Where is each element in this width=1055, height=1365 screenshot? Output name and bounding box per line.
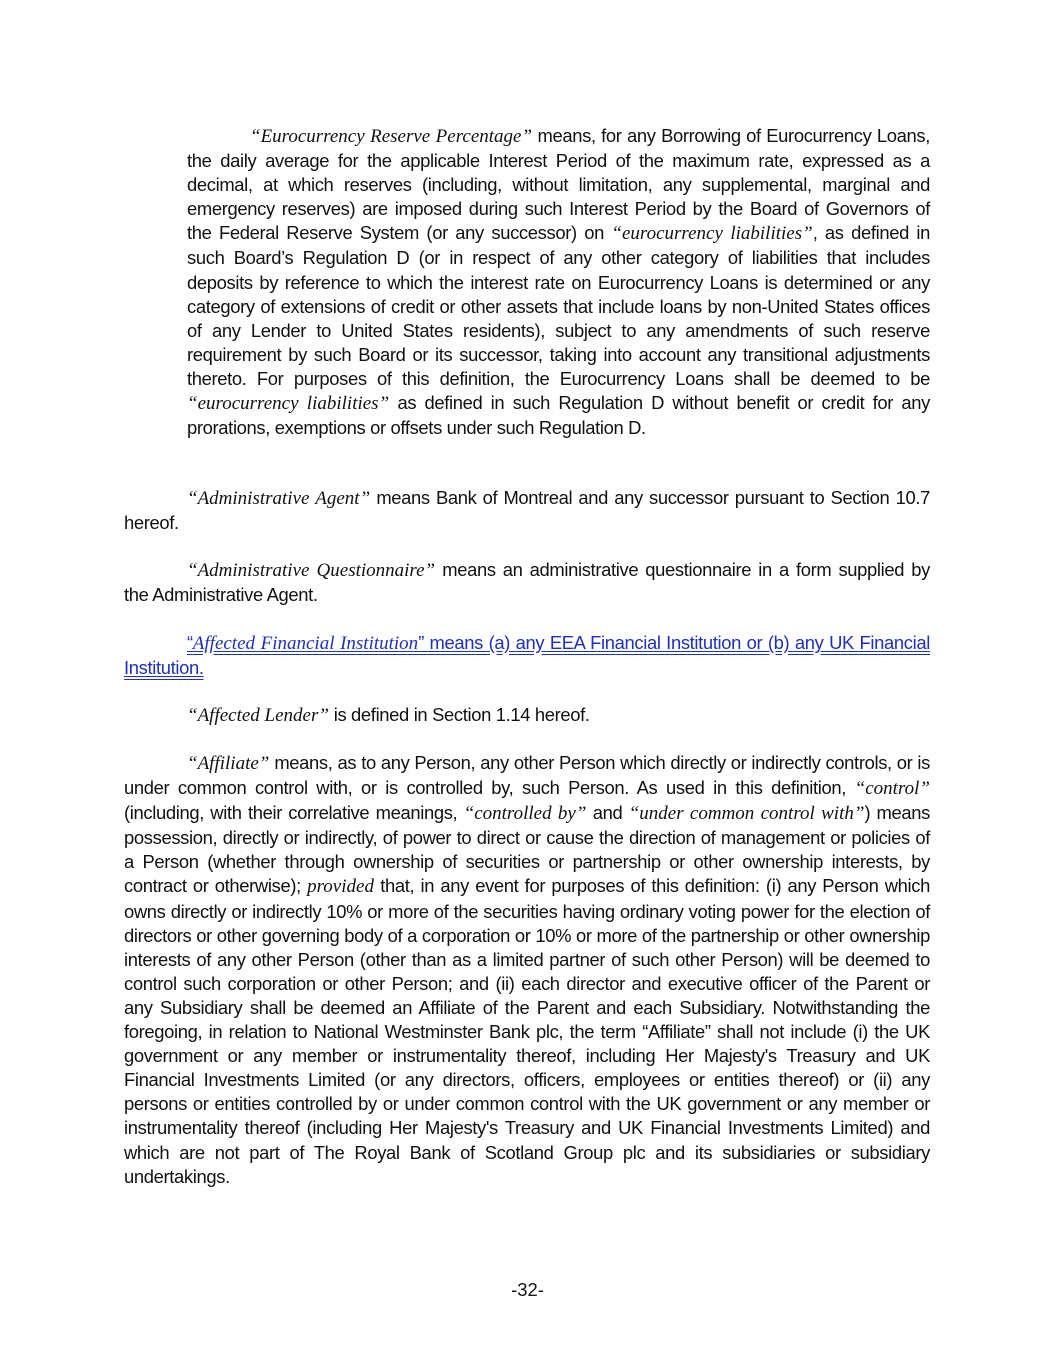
definition-affiliate [124, 751, 930, 1189]
emphasis-provided: provided [307, 876, 374, 898]
defined-term: “control” [854, 778, 930, 800]
definition-affected-lender [124, 703, 930, 728]
definition-text: ” means (a) any EEA Financial Institution or (b) any UK Financial Institution. [124, 632, 930, 679]
page-number: -32- [511, 1279, 544, 1300]
definition-eurocurrency-reserve-percentage [187, 124, 930, 440]
defined-term: “eurocurrency liabilities” [611, 223, 813, 245]
definition-text: means, for any Borrowing of Eurocurrency Loans, the daily average for the applicable Interest Period of the maximum rate, expressed as a decimal, at which reserves (including, without limitation, any supplemental, marginal and emergency reserves) are imposed during such Interest Period by the Board of Governors of the Federal Reserve System (or any successor) on [187, 125, 930, 244]
definition-text: and [586, 802, 629, 824]
definition-text: means an administrative questionnaire in a form supplied by the Administrative Agent. [124, 559, 930, 606]
defined-term: “eurocurrency liabilities” [187, 393, 390, 415]
defined-term: “Administrative Agent” [187, 488, 371, 509]
defined-term: “controlled by” [463, 803, 587, 825]
definition-affected-financial-institution[interactable] [124, 631, 930, 680]
defined-term: “Affiliate” [187, 753, 270, 774]
defined-term: “Administrative Questionnaire” [187, 560, 436, 581]
definition-administrative-agent [124, 486, 930, 535]
definition-text: as defined in such Regulation D without benefit or credit for any prorations, exemptions or offsets under such Regulation D. [187, 392, 930, 439]
defined-term: “Eurocurrency Reserve Percentage” [250, 126, 533, 147]
open-quote: “ [187, 632, 193, 653]
definition-administrative-questionnaire [124, 558, 930, 607]
defined-term: “Affected Lender” [187, 705, 329, 726]
definition-text: means, as to any Person, any other Person which directly or indirectly controls, or is under common control with, or is controlled by, such Person. As used in this definition, [124, 752, 930, 799]
defined-term: “under common control with” [628, 803, 865, 825]
definition-text: ) means possession, directly or indirectly, of power to direct or cause the direction of management or policies of a Person (whether through ownership of securities or partnership or other ownership interests, by contract or otherwise); [124, 802, 930, 897]
definition-text: , as defined in such Board’s Regulation D (or in respect of any other category of liabilities that includes deposits by reference to which the interest rate on Eurocurrency Loans is determined or any category of extensions of credit or other assets that include loans by non-United States offices of any Lender to United States residents), subject to any amendments of such reserve requirement by such Board or its successor, taking into account any transitional adjustments thereto. For purposes of this definition, the Eurocurrency Loans shall be deemed to be [187, 222, 931, 389]
definition-text: that, in any event for purposes of this definition: (i) any Person which owns directly or indirectly 10% or more of the securities having ordinary voting power for the election of directors or other governing body of a corporation or 10% or more of the partnership or other ownership interests of any other Person (other than as a limited partner of such other Person) will be deemed to control such corporation or other Person; and (ii) each director and executive officer of the Parent or any Subsidiary shall be deemed an Affiliate of the Parent and each Subsidiary. Notwithstanding the foregoing, in relation to National Westminster Bank plc, the term “Affiliate” shall not include (i) the UK government or any member or instrumentality thereof, including Her Majesty's Treasury and UK Financial Investments Limited (or any directors, officers, employees or entities thereof) or (ii) any persons or entities controlled by or under common control with the UK government or any member or instrumentality thereof (including Her Majesty's Treasury and UK Financial Investments Limited) and which are not part of The Royal Bank of Scotland Group plc and its subsidiaries or subsidiary undertakings. [124, 875, 930, 1187]
definition-text: is defined in Section 1.14 hereof. [328, 704, 590, 725]
defined-term: Affected Financial Institution [192, 633, 419, 654]
definition-text: (including, with their correlative meanings, [124, 802, 464, 824]
definition-text: means Bank of Montreal and any successor pursuant to Section 10.7 hereof. [124, 487, 930, 534]
inserted-text-link[interactable] [124, 632, 930, 678]
